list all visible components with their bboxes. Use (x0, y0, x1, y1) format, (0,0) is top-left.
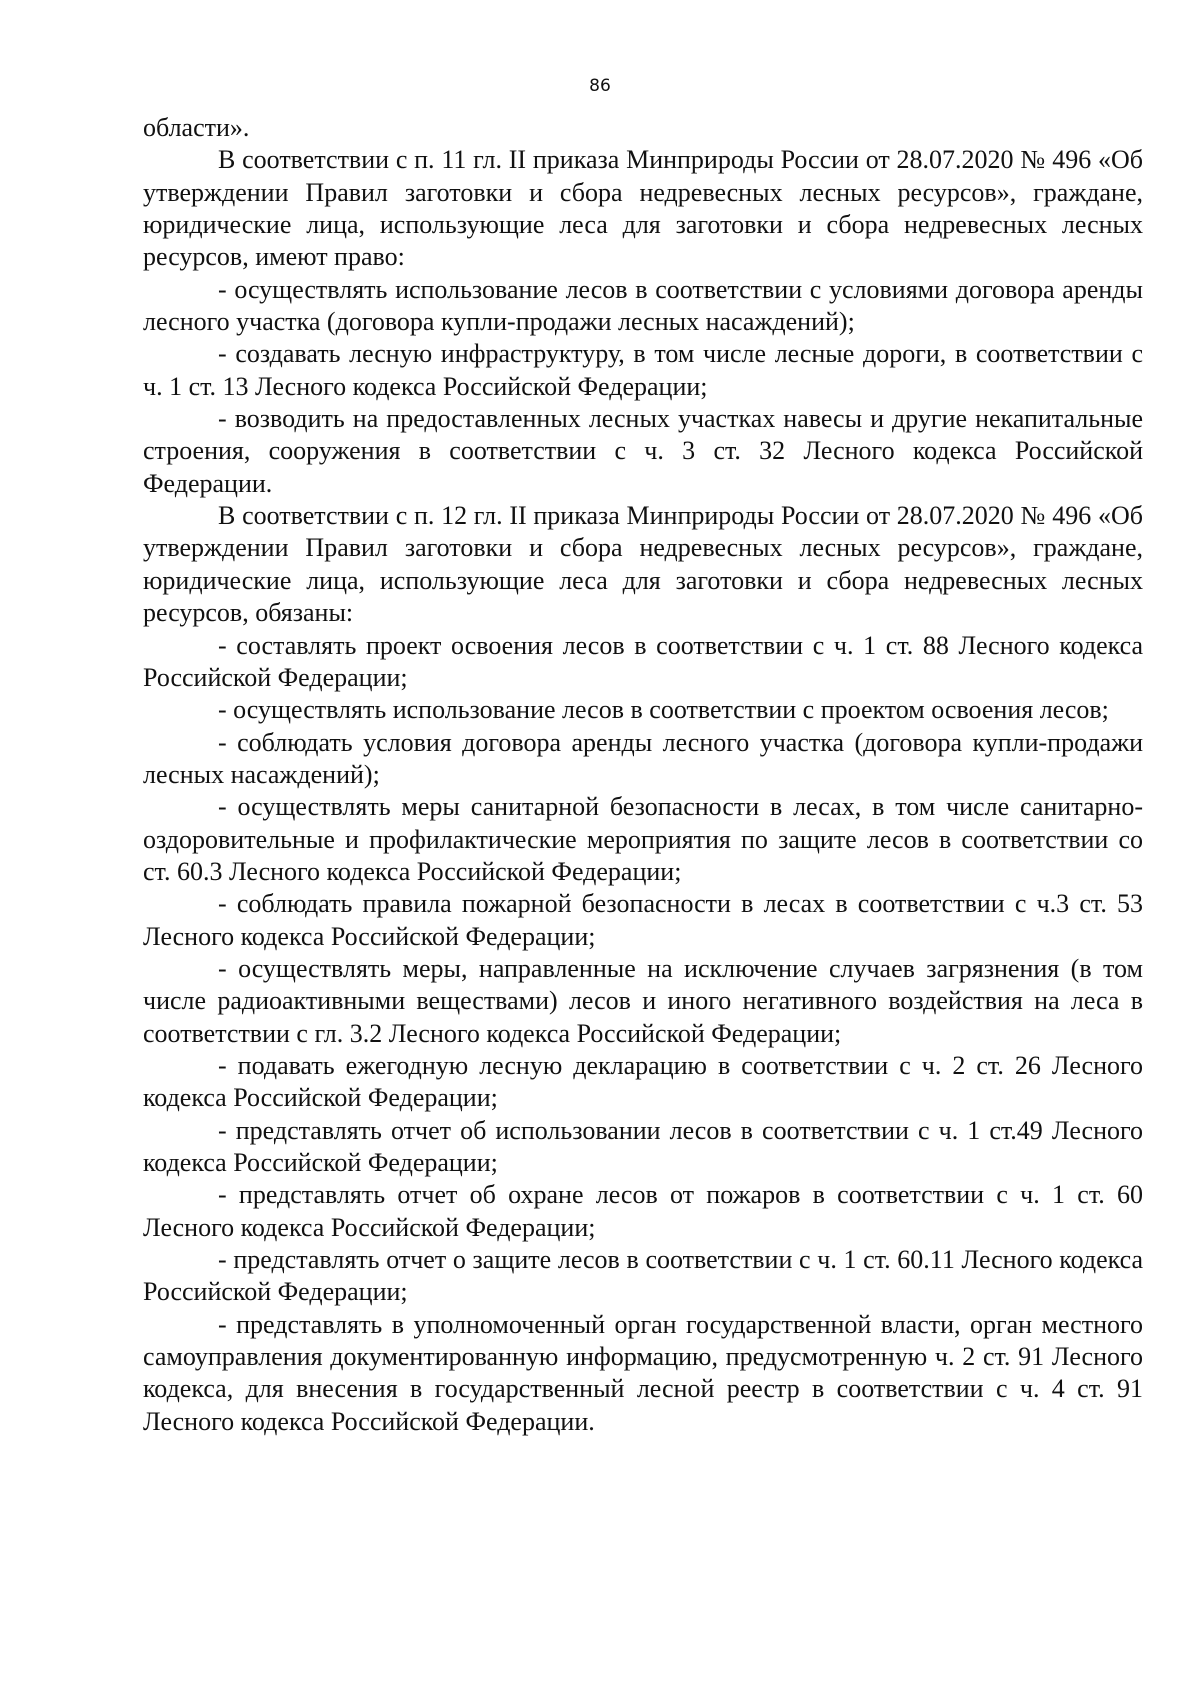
page-number: 86 (589, 76, 611, 96)
paragraph: области». (143, 113, 250, 142)
list-item: - создавать лесную инфраструктуру, в том числе лесные дороги, в соответствии с ч. 1 ст. 13 Лесного кодекса Российской Федерации; (143, 339, 1143, 401)
list-item: - осуществлять использование лесов в соответствии с проектом освоения лесов; (218, 695, 1109, 725)
list-item: - представлять отчет о защите лесов в соответствии с ч. 1 ст. 60.11 Лесного кодекса Российской Федерации; (143, 1245, 1143, 1307)
list-item: - осуществлять использование лесов в соответствии с условиями договора аренды лесного участка (договора купли-продажи лесных насаждений); (143, 274, 1143, 337)
list-item: - соблюдать правила пожарной безопасности в лесах в соответствии с ч.3 ст. 53 Лесного кодекса Российской Федерации; (143, 889, 1143, 951)
list-item: - осуществлять меры санитарной безопасности в лесах, в том числе санитарно-оздоровительные и профилактические мероприятия по защите лесов в соответствии со ст. 60.3 Лесного кодекса Российской Федерации; (143, 792, 1143, 886)
list-item: - осуществлять меры, направленные на исключение случаев загрязнения (в том числе радиоактивными веществами) лесов и иного негативного воздействия на леса в соответствии с гл. 3.2 Лесного кодекса Российской Федерации; (143, 953, 1143, 1048)
list-item: - возводить на предоставленных лесных участках навесы и другие некапитальные строения, сооружения в соответствии с ч. 3 ст. 32 Лесного кодекса Российской Федерации. (143, 404, 1143, 498)
list-item: - подавать ежегодную лесную декларацию в соответствии с ч. 2 ст. 26 Лесного кодекса Российской Федерации; (143, 1050, 1143, 1113)
list-item: - представлять отчет об охране лесов от пожаров в соответствии с ч. 1 ст. 60 Лесного кодекса Российской Федерации; (143, 1180, 1143, 1242)
list-item: - представлять в уполномоченный орган государственной власти, орган местного самоуправления документированную информацию, предусмотренную ч. 2 ст. 91 Лесного кодекса, для внесения в государственный лесной реестр в соответствии с ч. 4 ст. 91 Лесного кодекса Российской Федерации. (143, 1309, 1143, 1436)
list-item: - представлять отчет об использовании лесов в соответствии с ч. 1 ст.49 Лесного кодекса Российской Федерации; (143, 1115, 1143, 1177)
document-body (143, 112, 1143, 1438)
paragraph: В соответствии с п. 11 гл. II приказа Минприроды России от 28.07.2020 № 496 «Об утверждении Правил заготовки и сбора недревесных лесных ресурсов», граждане, юридические лица, использующие леса для заготовки и сбора недревесных лесных ресурсов, имеют право: (143, 145, 1143, 272)
paragraph: В соответствии с п. 12 гл. II приказа Минприроды России от 28.07.2020 № 496 «Об утверждении Правил заготовки и сбора недревесных лесных ресурсов», граждане, юридические лица, использующие леса для заготовки и сбора недревесных лесных ресурсов, обязаны: (143, 501, 1143, 628)
list-item: - составлять проект освоения лесов в соответствии с ч. 1 ст. 88 Лесного кодекса Российской Федерации; (143, 630, 1143, 692)
list-item: - соблюдать условия договора аренды лесного участка (договора купли-продажи лесных насаждений); (143, 727, 1143, 789)
